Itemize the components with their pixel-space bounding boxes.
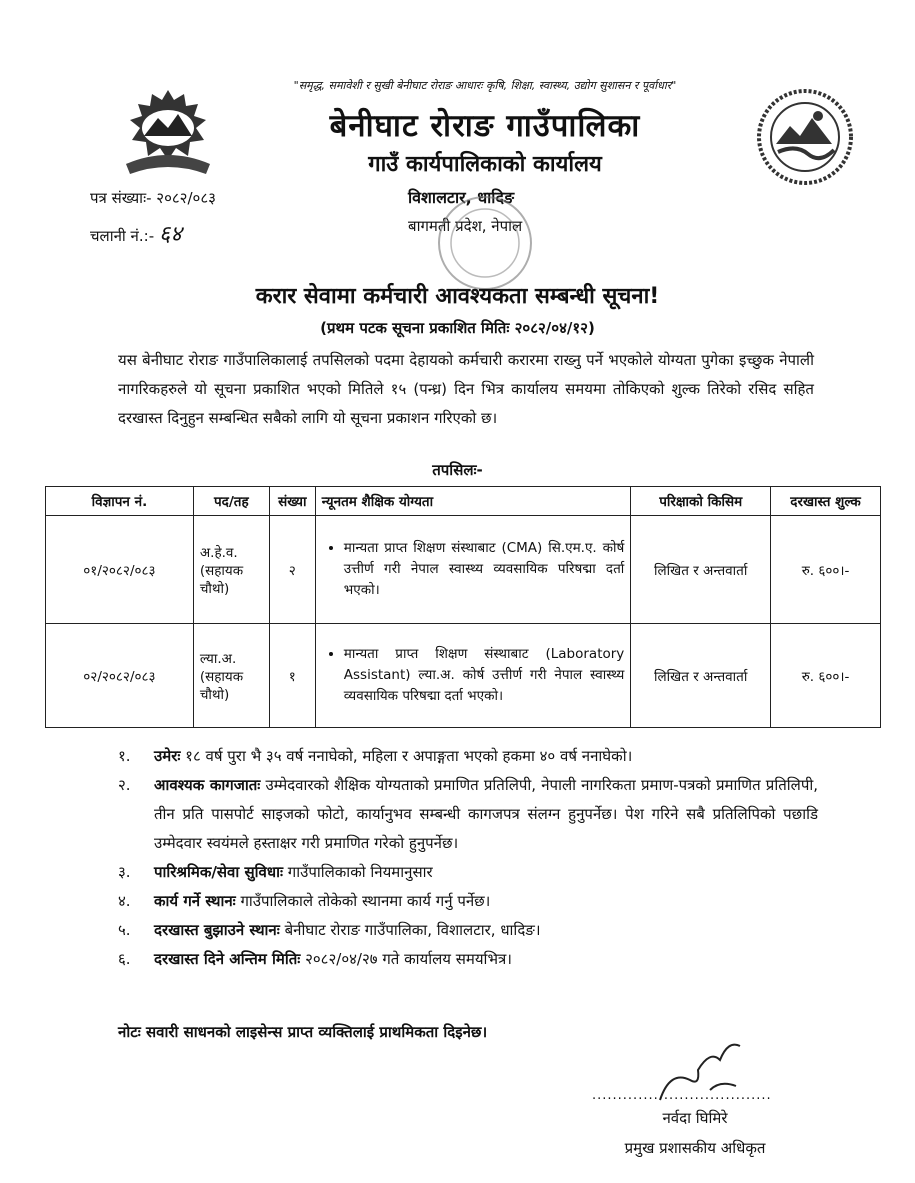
dispatch-number: [90, 218, 182, 248]
post-level: (सहायक चौथो): [199, 562, 244, 597]
item-text: उम्मेदवारको शैक्षिक योग्यताको प्रमाणित प्रतिलिपी, नेपाली नागरिकता प्रमाण-पत्रको प्रमाणित प्रतिलिपी, तीन प्रति पासपोर्ट साइजको फोटो, कार्यानुभव सम्बन्धी कागजपत्र संलग्न हुनुपर्नेछ। पेश गरिने सबै प्रतिलिपिको पछाडि उम्मेदवार स्वयंमले हस्ताक्षर गरी प्रमाणित गरेको हुनुपर्नेछ।: [154, 776, 818, 852]
header-fee: दरखास्त शुल्क: [771, 487, 881, 516]
item-number: २.: [118, 776, 131, 794]
cell-fee: रु. ६००।-: [771, 516, 881, 624]
item-number: ३.: [118, 863, 131, 881]
post-name: अ.हे.व.: [199, 544, 238, 561]
item-label: दरखास्त दिने अन्तिम मितिः: [154, 950, 301, 968]
post-name: ल्या.अ.: [199, 650, 237, 667]
office-name: गाउँ कार्यपालिकाको कार्यालय: [368, 152, 602, 177]
requirement-item: [118, 887, 818, 916]
publication-date: (प्रथम पटक सूचना प्रकाशित मितिः २०८२/०४/१२): [320, 319, 595, 337]
dispatch-value: ६४: [158, 222, 182, 247]
cell-exam: लिखित र अन्तवार्ता: [631, 516, 771, 624]
table-row: [46, 516, 881, 624]
requirement-item: [118, 742, 818, 771]
item-text: २०८२/०४/२७ गते कार्यालय समयभित्र।: [305, 950, 512, 968]
item-number: १.: [118, 747, 131, 765]
qualification-item: • मान्यता प्राप्त शिक्षण संस्थाबाट (Laboratory Assistant) ल्या.अ. कोर्ष उत्तीर्ण गरी नेपाल स्वास्थ्य व्यवसायिक परिषद्मा दर्ता भएको।: [344, 644, 625, 707]
item-label: आवश्यक कागजातः: [154, 776, 261, 794]
cell-qualification: [315, 516, 631, 624]
table-row: [46, 624, 881, 728]
requirement-item: [118, 858, 818, 887]
post-level: (सहायक चौथो): [199, 668, 244, 703]
letter-number: पत्र संख्याः- २०८२/०८३: [90, 189, 216, 207]
cell-count: २: [269, 516, 315, 624]
header-count: संख्या: [269, 487, 315, 516]
item-label: कार्य गर्ने स्थानः: [154, 892, 236, 910]
vacancy-table: [45, 486, 881, 728]
cell-post: [193, 516, 269, 624]
header-post: पद/तह: [193, 487, 269, 516]
cell-post: [193, 624, 269, 728]
qualification-item: • मान्यता प्राप्त शिक्षण संस्थाबाट (CMA) सि.एम.ए. कोर्ष उत्तीर्ण गरी नेपाल स्वास्थ्य व्यवसायिक परिषद्मा दर्ता भएको।: [344, 538, 625, 601]
requirement-item: [118, 916, 818, 945]
item-text: गाउँपालिकाको नियमानुसार: [287, 863, 433, 881]
dispatch-label: चलानी नं.:-: [90, 227, 155, 245]
header-exam: परिक्षाको किसिम: [631, 487, 771, 516]
org-name: बेनीघाट रोराङ गाउँपालिका: [329, 108, 641, 144]
tagline: "समृद्ध, समावेशी र सुखी बेनीघाट रोराङ आधारः कृषि, शिक्षा, स्वास्थ्य, उद्योग सुशासन र पूर्वाधार": [293, 79, 677, 92]
item-text: बेनीघाट रोराङ गाउँपालिका, विशालटार, धादिङ।: [284, 921, 541, 939]
item-text: गाउँपालिकाले तोकेको स्थानमा कार्य गर्नु पर्नेछ।: [240, 892, 491, 910]
item-number: ५.: [118, 921, 131, 939]
municipality-logo: [756, 88, 854, 186]
header-ad-no: विज्ञापन नं.: [46, 487, 194, 516]
address-line-2: बागमती प्रदेश, नेपाल: [408, 217, 523, 235]
signatory-title: प्रमुख प्रशासकीय अधिकृत: [624, 1139, 766, 1157]
address-line-1: विशालटार, धादिङ: [408, 188, 515, 207]
requirement-item: [118, 945, 818, 974]
cell-exam: लिखित र अन्तवार्ता: [631, 624, 771, 728]
schedule-label: तपसिलः-: [432, 461, 483, 479]
item-number: ४.: [118, 892, 131, 910]
cell-ad-no: ०२/२०८२/०८३: [46, 624, 194, 728]
cell-count: १: [269, 624, 315, 728]
header-qualification: न्यूनतम शैक्षिक योग्यता: [315, 487, 631, 516]
item-label: दरखास्त बुझाउने स्थानः: [154, 921, 280, 939]
item-label: उमेरः: [154, 747, 181, 765]
notice-title: करार सेवामा कर्मचारी आवश्यकता सम्बन्धी सूचना!: [255, 284, 660, 309]
requirement-item: [118, 771, 818, 858]
signature-line: ...................................: [592, 1088, 772, 1103]
signatory-name: नर्वदा घिमिरे: [662, 1109, 728, 1127]
cell-qualification: [315, 624, 631, 728]
requirements-list: [118, 742, 818, 974]
nepal-emblem-logo: [112, 86, 224, 178]
table-header-row: [46, 487, 881, 516]
note: नोटः सवारी साधनको लाइसेन्स प्राप्त व्यक्तिलाई प्राथमिकता दिइनेछ।: [118, 1023, 488, 1041]
item-number: ६.: [118, 950, 131, 968]
cell-fee: रु. ६००।-: [771, 624, 881, 728]
item-text: १८ वर्ष पुरा भै ३५ वर्ष ननाघेको, महिला र अपाङ्गता भएको हकमा ४० वर्ष ननाघेको।: [185, 747, 633, 765]
intro-paragraph: यस बेनीघाट रोराङ गाउँपालिकालाई तपसिलको पदमा देहायको कर्मचारी करारमा राख्नु पर्ने भएकोले योग्यता पुगेका इच्छुक नेपाली नागरिकहरुले यो सूचना प्रकाशित भएको मितिले १५ (पन्ध्र) दिन भित्र कार्यालय समयमा तोकिएको शुल्क तिरेको रसिद सहित दरखास्त दिनुहुन सम्बन्धित सबैको लागि यो सूचना प्रकाशन गरिएको छ।: [118, 351, 814, 427]
cell-ad-no: ०१/२०८२/०८३: [46, 516, 194, 624]
item-label: पारिश्रमिक/सेवा सुविधाः: [154, 863, 283, 881]
